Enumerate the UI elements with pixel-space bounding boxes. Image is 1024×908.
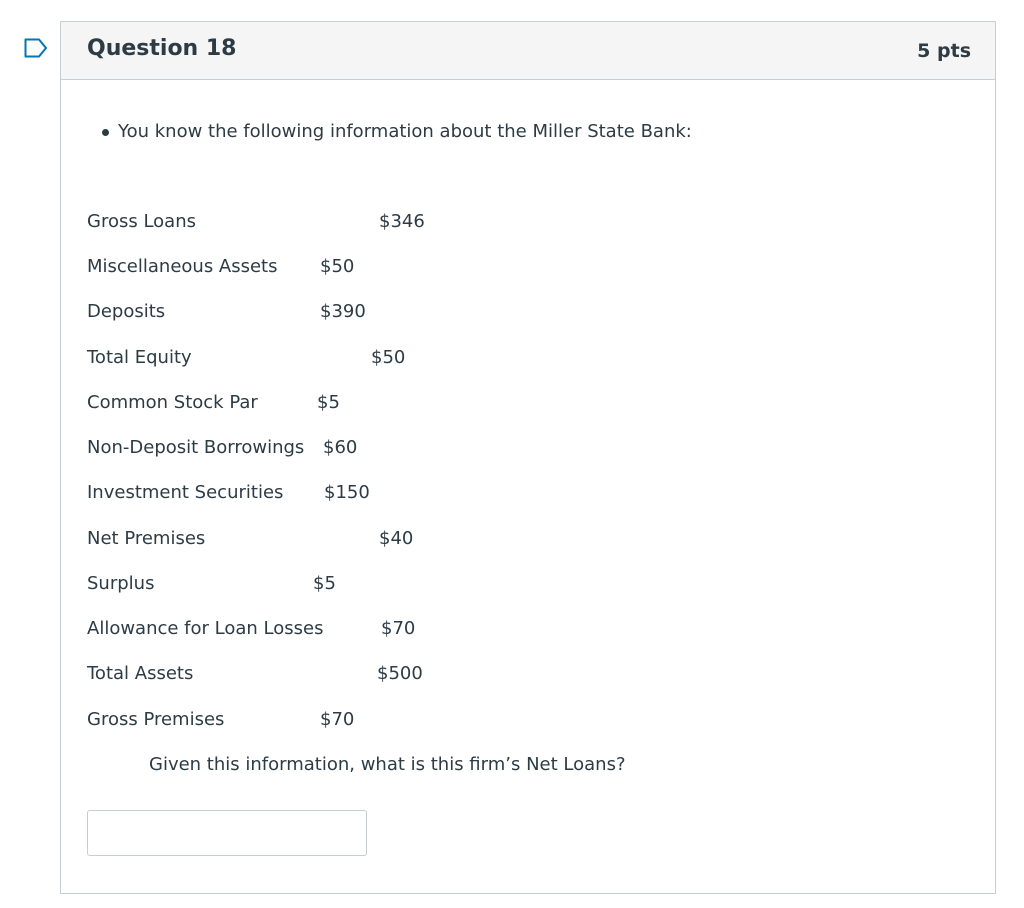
bullet-icon: [102, 129, 109, 136]
item-value-non-deposit-borrowings: $60: [323, 437, 358, 458]
item-label-common-stock-par: Common Stock Par: [87, 392, 258, 413]
question-card: [60, 21, 996, 894]
item-label-allowance-for-loan-losses: Allowance for Loan Losses: [87, 618, 324, 639]
item-value-net-premises: $40: [379, 528, 414, 549]
question-title: Question 18: [87, 36, 237, 61]
item-label-investment-securities: Investment Securities: [87, 482, 284, 503]
item-value-gross-loans: $346: [379, 211, 425, 232]
item-label-total-equity: Total Equity: [87, 347, 192, 368]
item-label-total-assets: Total Assets: [87, 663, 194, 684]
item-value-gross-premises: $70: [320, 709, 355, 730]
bookmark-flag-icon[interactable]: [24, 38, 48, 58]
item-value-common-stock-par: $5: [317, 392, 340, 413]
item-value-investment-securities: $150: [324, 482, 370, 503]
item-label-gross-loans: Gross Loans: [87, 211, 196, 232]
item-value-miscellaneous-assets: $50: [320, 256, 355, 277]
question-points: 5 pts: [917, 40, 971, 62]
item-label-net-premises: Net Premises: [87, 528, 206, 549]
question-header: [61, 22, 995, 80]
item-label-miscellaneous-assets: Miscellaneous Assets: [87, 256, 278, 277]
question-intro: You know the following information about the Miller State Bank:: [118, 121, 692, 142]
question-prompt: Given this information, what is this firm’s Net Loans?: [149, 754, 626, 775]
item-value-allowance-for-loan-losses: $70: [381, 618, 416, 639]
item-value-total-equity: $50: [371, 347, 406, 368]
item-value-total-assets: $500: [377, 663, 423, 684]
item-label-surplus: Surplus: [87, 573, 155, 594]
item-value-deposits: $390: [320, 301, 366, 322]
item-label-gross-premises: Gross Premises: [87, 709, 225, 730]
answer-input[interactable]: [87, 810, 367, 856]
item-label-non-deposit-borrowings: Non-Deposit Borrowings: [87, 437, 305, 458]
item-value-surplus: $5: [313, 573, 336, 594]
item-label-deposits: Deposits: [87, 301, 166, 322]
